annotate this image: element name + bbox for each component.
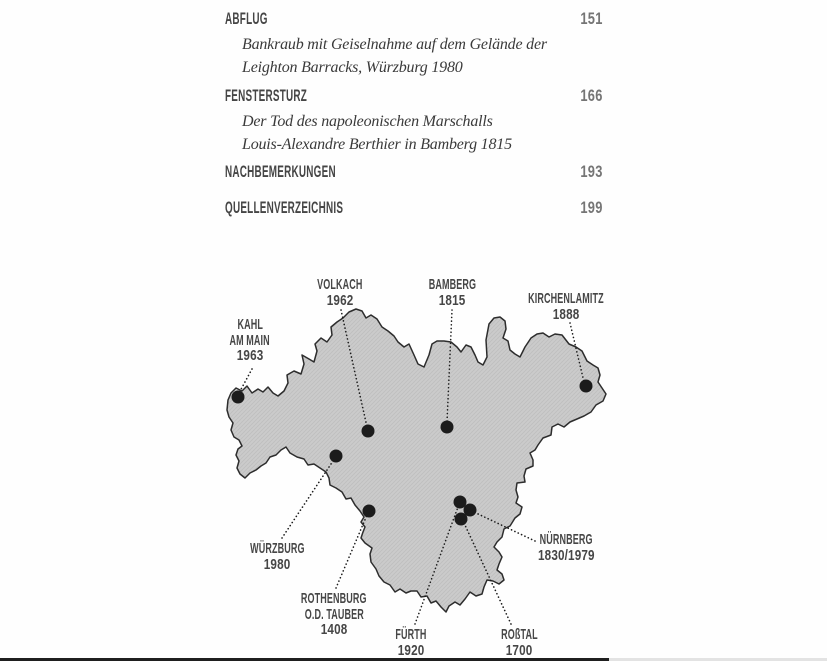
location-dot: [362, 425, 375, 438]
map-label-line: ROßTAL: [500, 626, 538, 643]
map-label-line: WÜRZBURG: [249, 540, 305, 557]
map-label-line: 1815: [438, 291, 466, 309]
map-location-label: [496, 532, 636, 563]
subtitle-line: Der Tod des napoleonischen Marschalls: [242, 113, 493, 130]
map-label-line: 1830/1979: [537, 546, 595, 564]
toc-entry-title: QUELLENVERZEICHNIS: [225, 199, 344, 217]
toc-entry-title: ABFLUG: [225, 10, 268, 28]
toc-entry-page-number: 151: [580, 10, 603, 28]
map-label-line: NÜRNBERG: [539, 531, 593, 548]
subtitle-line: Leighton Barracks, Würzburg 1980: [242, 59, 463, 76]
map-label-line: KIRCHENLAMITZ: [528, 290, 604, 307]
location-dot: [232, 391, 245, 404]
map-location-label: [180, 317, 320, 364]
map-label-line: VOLKACH: [317, 276, 363, 293]
map-label-line: AM MAIN: [229, 331, 271, 349]
toc-entry-page-number: 199: [580, 199, 603, 217]
map-label-line: FÜRTH: [395, 626, 427, 643]
map-label-line: 1408: [320, 621, 348, 638]
map-label-line: BAMBERG: [428, 276, 476, 293]
map-label-line: 1980: [263, 555, 291, 573]
toc-entry-page-number: 166: [580, 87, 603, 105]
toc-entry-page-number: 193: [580, 163, 603, 181]
map-location-label: [496, 291, 636, 322]
subtitle-line: Louis-Alexandre Berthier in Bamberg 1815: [242, 136, 512, 153]
map-label-line: O.D. TAUBER: [304, 605, 364, 623]
leader-line: [282, 461, 333, 538]
map-label-line: KAHL: [237, 316, 263, 333]
location-dot: [580, 380, 593, 393]
toc-entry-title: NACHBEMERKUNGEN: [225, 163, 336, 181]
map-label-line: 1963: [236, 347, 264, 364]
map-label-line: 1962: [326, 291, 354, 309]
location-dot: [464, 504, 477, 517]
location-dot: [330, 450, 343, 463]
location-dot: [441, 421, 454, 434]
map-label-line: 1700: [505, 641, 533, 659]
toc-entry-title: FENSTERSTURZ: [225, 87, 308, 105]
map-location-label: [449, 627, 589, 658]
map-label-line: 1888: [552, 305, 580, 323]
map-label-line: ROTHENBURG: [301, 590, 367, 607]
subtitle-line: Bankraub mit Geiselnahme auf dem Gelände der: [242, 36, 547, 53]
map-location-label: [207, 541, 347, 572]
location-dot: [363, 505, 376, 518]
map-label-line: 1920: [397, 641, 425, 659]
